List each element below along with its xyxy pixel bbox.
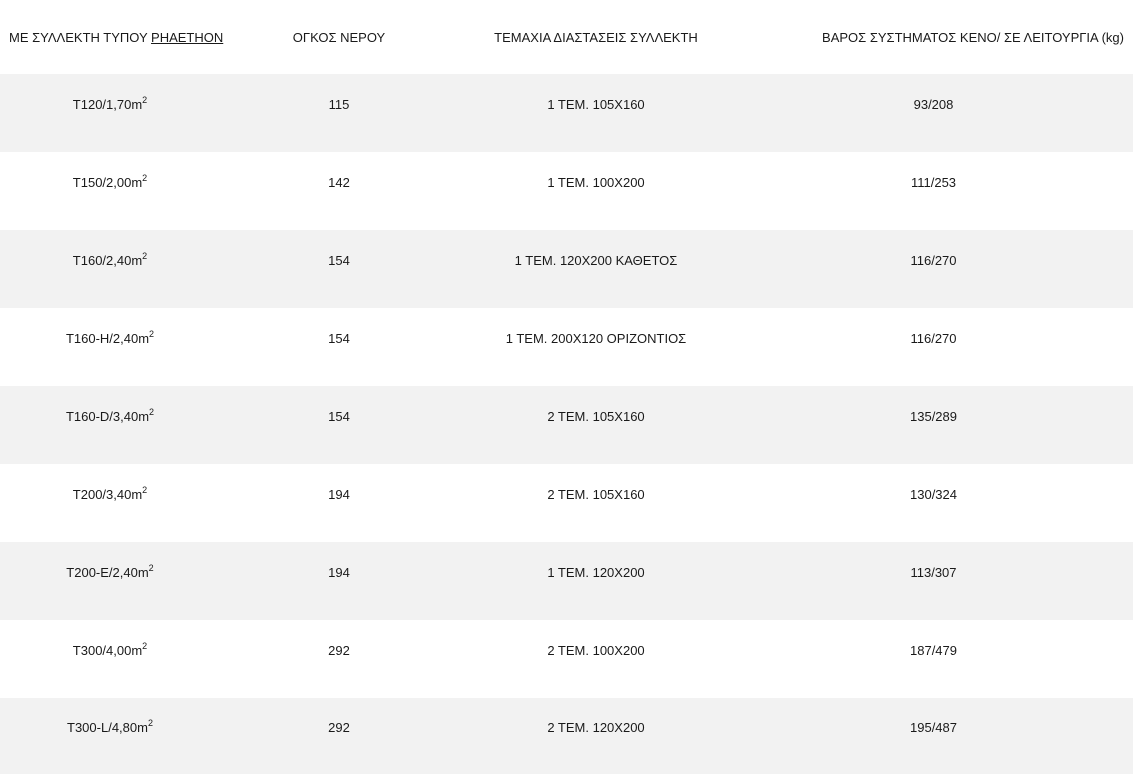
cell-water-volume: 154: [220, 230, 458, 308]
cell-system-weight: 93/208: [734, 74, 1133, 152]
cell-model: [0, 698, 220, 774]
table-body: [0, 74, 1133, 774]
cell-model: [0, 620, 220, 698]
model-name: T300/4,00m: [72, 643, 143, 658]
table-row: [0, 620, 1133, 698]
area-unit-exponent: 2: [142, 641, 148, 651]
cell-water-volume: 154: [220, 386, 458, 464]
cell-model: [0, 230, 220, 308]
area-unit-exponent: 2: [142, 251, 148, 261]
cell-system-weight: 130/324: [734, 464, 1133, 542]
area-unit-exponent: 2: [149, 407, 155, 417]
model-name: T160/2,40m: [72, 253, 143, 268]
cell-collector-dimensions: 1 ΤΕΜ. 120Χ200: [458, 542, 734, 620]
header-collector-type: [0, 0, 224, 74]
area-unit-exponent: 2: [147, 718, 153, 728]
area-unit-exponent: 2: [142, 95, 148, 105]
header-collector-type-label: ΜΕ ΣΥΛΛΕΚΤΗ ΤΥΠΟΥ: [9, 29, 148, 45]
cell-system-weight: 111/253: [734, 152, 1133, 230]
cell-model: [0, 386, 220, 464]
table-row: [0, 464, 1133, 542]
header-row: [0, 0, 1133, 74]
cell-collector-dimensions: 1 ΤΕΜ. 200Χ120 ΟΡΙΖΟΝΤΙΟΣ: [458, 308, 734, 386]
cell-collector-dimensions: 1 ΤΕΜ. 105Χ160: [458, 74, 734, 152]
cell-collector-dimensions: 1 ΤΕΜ. 120Χ200 ΚΑΘΕΤΟΣ: [458, 230, 734, 308]
cell-system-weight: 113/307: [734, 542, 1133, 620]
model-name: T160-D/3,40m: [65, 409, 150, 424]
table-row: [0, 386, 1133, 464]
table-row: [0, 152, 1133, 230]
header-water-volume: ΟΓΚΟΣ ΝΕΡΟΥ: [220, 0, 458, 74]
cell-system-weight: 116/270: [734, 308, 1133, 386]
cell-water-volume: 194: [220, 542, 458, 620]
model-name: T200-E/2,40m: [66, 565, 149, 580]
model-name: T150/2,00m: [72, 175, 143, 190]
cell-system-weight: 135/289: [734, 386, 1133, 464]
table-row: [0, 230, 1133, 308]
cell-water-volume: 194: [220, 464, 458, 542]
cell-collector-dimensions: 2 ΤΕΜ. 105Χ160: [458, 386, 734, 464]
cell-model: [0, 464, 220, 542]
cell-system-weight: 187/479: [734, 620, 1133, 698]
table-row: [0, 308, 1133, 386]
header-collector-dimensions: ΤΕΜΑΧΙΑ ΔΙΑΣΤΑΣΕΙΣ ΣΥΛΛΕΚΤΗ: [458, 0, 734, 74]
cell-water-volume: 154: [220, 308, 458, 386]
cell-collector-dimensions: 2 ΤΕΜ. 100Χ200: [458, 620, 734, 698]
area-unit-exponent: 2: [148, 563, 154, 573]
model-name: T200/3,40m: [72, 487, 143, 502]
cell-collector-dimensions: 2 ΤΕΜ. 105Χ160: [458, 464, 734, 542]
model-name: T300-L/4,80m: [67, 720, 148, 735]
model-name: T160-H/2,40m: [65, 331, 150, 346]
table-row: [0, 542, 1133, 620]
cell-collector-dimensions: 2 ΤΕΜ. 120Χ200: [458, 698, 734, 774]
cell-model: [0, 152, 220, 230]
area-unit-exponent: 2: [149, 329, 155, 339]
cell-model: [0, 74, 220, 152]
area-unit-exponent: 2: [142, 485, 148, 495]
cell-model: [0, 542, 220, 620]
cell-system-weight: 195/487: [734, 698, 1133, 774]
brand-link[interactable]: PHAETHON: [151, 29, 224, 45]
header-system-weight: ΒΑΡΟΣ ΣΥΣΤΗΜΑΤΟΣ ΚΕΝΟ/ ΣΕ ΛΕΙΤΟΥΡΓΙΑ (kg): [734, 0, 1133, 74]
cell-water-volume: 292: [220, 620, 458, 698]
cell-water-volume: 292: [220, 698, 458, 774]
cell-system-weight: 116/270: [734, 230, 1133, 308]
area-unit-exponent: 2: [142, 173, 148, 183]
cell-collector-dimensions: 1 ΤΕΜ. 100Χ200: [458, 152, 734, 230]
cell-water-volume: 115: [220, 74, 458, 152]
model-name: T120/1,70m: [72, 97, 143, 112]
table-header: [0, 0, 1133, 74]
cell-model: [0, 308, 220, 386]
cell-water-volume: 142: [220, 152, 458, 230]
table-row: [0, 698, 1133, 774]
table-row: [0, 74, 1133, 152]
